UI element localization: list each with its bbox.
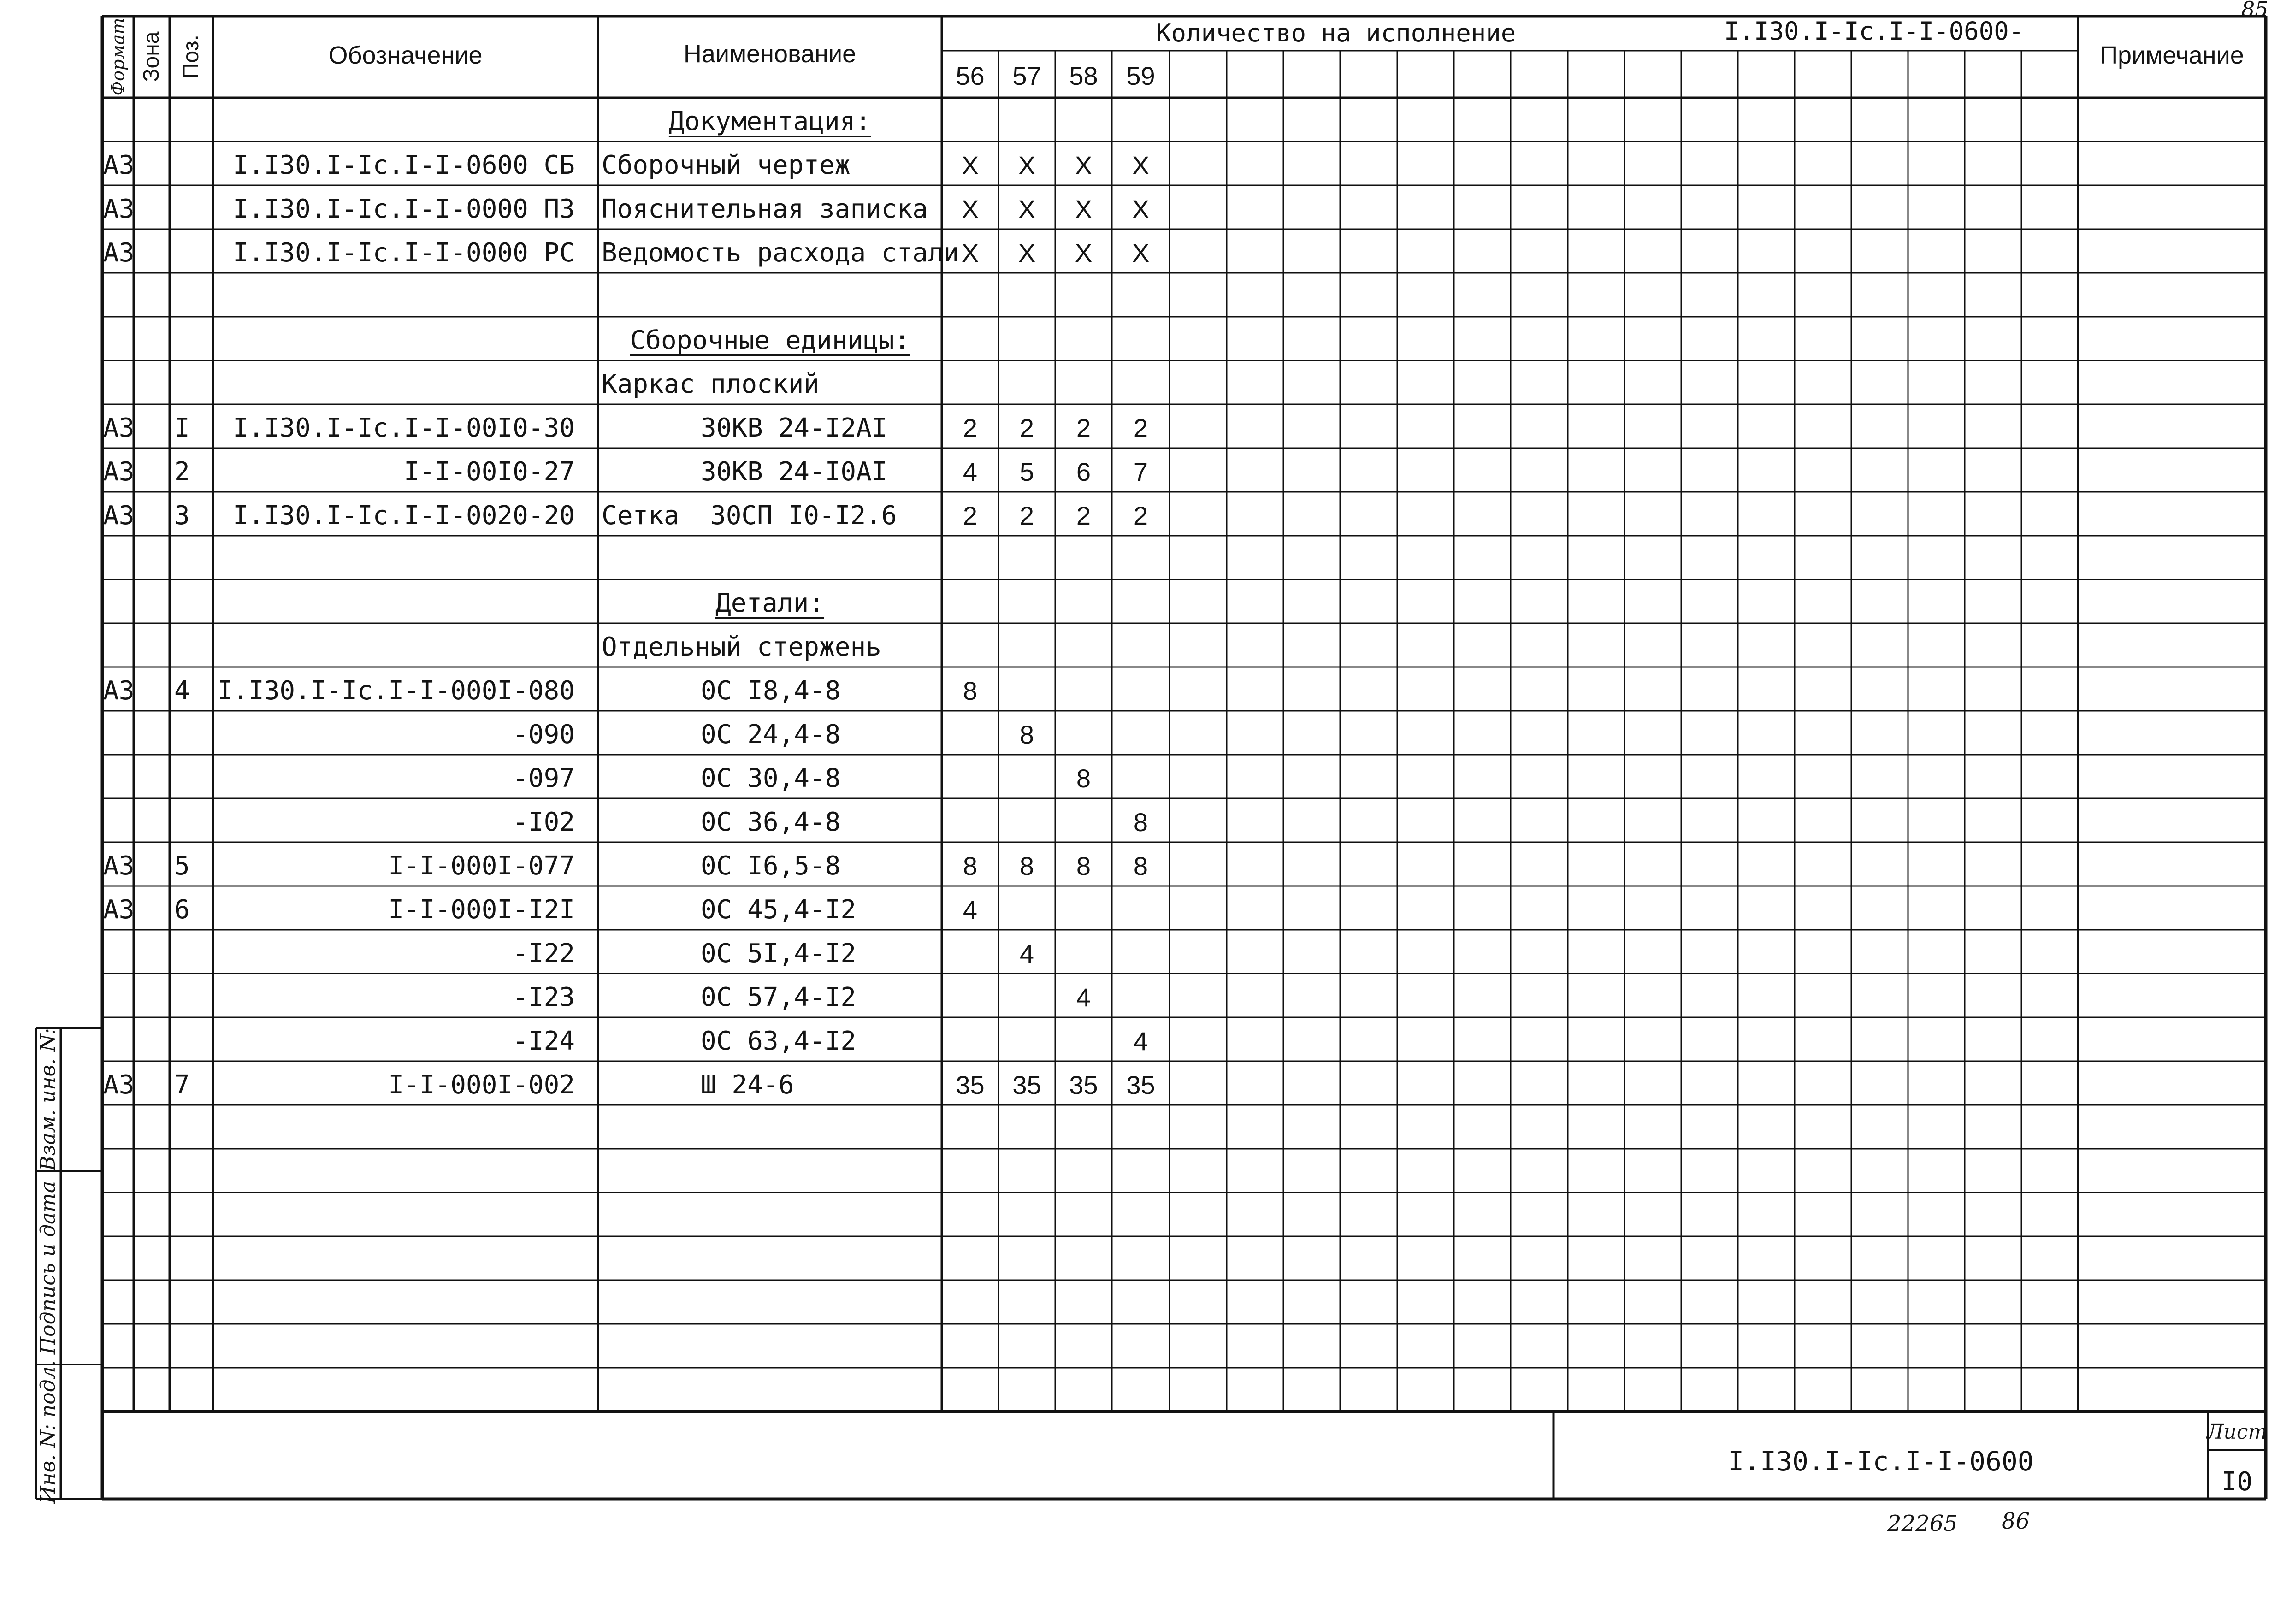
execution-column-57: 57 (1012, 61, 1041, 90)
row-quantity-56: 8 (963, 851, 978, 880)
note-header: Примечание (2100, 41, 2244, 69)
row-designation: -I22 (513, 938, 575, 968)
row-quantity-59: X (1132, 194, 1150, 224)
row-designation: I.I30.I-Ic.I-I-0600 СБ (233, 150, 575, 180)
row-quantity-57: 4 (1019, 939, 1034, 968)
row-quantity-57: X (1018, 238, 1036, 267)
row-quantity-57: 8 (1019, 720, 1034, 749)
pos-header: Поз. (179, 35, 203, 79)
row-quantity-57: X (1018, 194, 1036, 224)
row-quantity-58: X (1075, 150, 1093, 180)
row-quantity-56: 8 (963, 676, 978, 705)
row-name: 30КВ 24-I2AI (701, 413, 887, 443)
row-designation: I.I30.I-Ic.I-I-0020-20 (233, 500, 575, 531)
row-quantity-59: 4 (1133, 1026, 1148, 1056)
row-designation: I-I-000I-002 (388, 1069, 575, 1100)
row-designation: I-I-000I-077 (388, 850, 575, 881)
row-designation: I.I30.I-Ic.I-I-0000 ПЗ (233, 194, 575, 224)
row-quantity-59: 8 (1133, 807, 1148, 837)
row-quantity-58: 2 (1076, 413, 1091, 443)
row-quantity-58: 8 (1076, 763, 1091, 793)
row-quantity-58: 35 (1069, 1070, 1098, 1099)
row-format: A3 (103, 194, 135, 224)
section-heading: Документация: (668, 106, 871, 136)
page-mark-top: 85 (2241, 0, 2268, 22)
row-designation: I-I-00I0-27 (404, 456, 575, 487)
page-mark-bottom: 86 (2002, 1508, 2030, 1534)
row-quantity-57: 5 (1019, 457, 1034, 486)
row-quantity-56: 4 (963, 895, 978, 924)
designation-header: Обозначение (328, 41, 483, 69)
row-quantity-56: 35 (956, 1070, 985, 1099)
row-quantity-56: X (961, 150, 979, 180)
row-position: 6 (174, 894, 190, 925)
row-format: A3 (103, 237, 135, 268)
row-format: A3 (103, 500, 135, 531)
row-name: 0С I6,5-8 (701, 850, 841, 881)
row-quantity-58: 6 (1076, 457, 1091, 486)
row-designation: I.I30.I-Ic.I-I-000I-080 (217, 675, 575, 706)
row-name: 0С 30,4-8 (701, 763, 841, 793)
side-stamp-replace-inv: Взам. инв. N: (36, 1028, 60, 1171)
row-format: A3 (103, 150, 135, 180)
row-name: 0С 45,4-I2 (701, 894, 857, 925)
row-designation: I.I30.I-Ic.I-I-00I0-30 (233, 413, 575, 443)
row-quantity-57: X (1018, 150, 1036, 180)
row-designation: -I24 (513, 1026, 575, 1056)
row-quantity-56: 4 (963, 457, 978, 486)
execution-code: I.I30.I-Ic.I-I-0600- (1724, 17, 2024, 46)
row-quantity-59: X (1132, 238, 1150, 267)
row-quantity-58: 4 (1076, 982, 1091, 1012)
row-quantity-57: 2 (1019, 413, 1034, 443)
row-quantity-56: X (961, 194, 979, 224)
row-position: I (174, 413, 190, 443)
row-name: 0С 63,4-I2 (701, 1026, 857, 1056)
section-heading: Детали: (715, 588, 825, 618)
format-header: Формат (108, 18, 128, 96)
row-format: A3 (103, 1069, 135, 1100)
row-quantity-56: X (961, 238, 979, 267)
row-name: 0С 24,4-8 (701, 719, 841, 750)
row-designation: I-I-000I-I2I (388, 894, 575, 925)
row-designation: -I23 (513, 982, 575, 1012)
row-designation: -I02 (513, 807, 575, 837)
name-header: Наименование (683, 40, 857, 68)
row-name: Сетка 30СП I0-I2.6 (602, 500, 897, 531)
row-designation: -090 (513, 719, 575, 750)
archive-number: 22265 (1887, 1511, 1958, 1536)
row-designation: I.I30.I-Ic.I-I-0000 PC (233, 237, 575, 268)
execution-column-59: 59 (1126, 61, 1155, 90)
row-position: 3 (174, 500, 190, 531)
row-position: 4 (174, 675, 190, 706)
row-quantity-59: X (1132, 150, 1150, 180)
row-name: 0С 57,4-I2 (701, 982, 857, 1012)
row-format: A3 (103, 850, 135, 881)
row-name: 0С 5I,4-I2 (701, 938, 857, 968)
execution-column-58: 58 (1069, 61, 1098, 90)
section-heading: Сборочные единицы: (630, 325, 910, 355)
row-quantity-58: X (1075, 194, 1093, 224)
row-quantity-57: 35 (1012, 1070, 1041, 1099)
row-name: 30КВ 24-I0AI (701, 456, 887, 487)
zone-header: Зона (139, 31, 164, 82)
side-stamp-sign-date: Подпись и дата (36, 1181, 60, 1355)
row-quantity-58: 2 (1076, 501, 1091, 530)
row-quantity-59: 2 (1133, 501, 1148, 530)
row-position: 2 (174, 456, 190, 487)
row-quantity-59: 7 (1133, 457, 1148, 486)
row-quantity-59: 35 (1126, 1070, 1155, 1099)
quantity-header-title: Количество на исполнение (1156, 18, 1516, 47)
row-format: A3 (103, 675, 135, 706)
sheet-number: I0 (2221, 1467, 2253, 1497)
row-name: Сборочный чертеж (602, 150, 851, 180)
row-name: 0С I8,4-8 (701, 675, 841, 706)
sheet-label: Лист (2206, 1420, 2268, 1444)
row-quantity-56: 2 (963, 501, 978, 530)
row-name: Отдельный стержень (602, 632, 881, 662)
row-quantity-56: 2 (963, 413, 978, 443)
document-code: I.I30.I-Ic.I-I-0600 (1728, 1446, 2034, 1477)
row-quantity-59: 2 (1133, 413, 1148, 443)
row-format: A3 (103, 413, 135, 443)
side-stamp-inv-orig: Инв. N: подл. (36, 1360, 60, 1504)
row-name: Каркас плоский (602, 369, 820, 399)
row-position: 7 (174, 1069, 190, 1100)
row-designation: -097 (513, 763, 575, 793)
row-quantity-58: 8 (1076, 851, 1091, 880)
row-name: Пояснительная записка (602, 194, 928, 224)
row-quantity-57: 8 (1019, 851, 1034, 880)
row-format: A3 (103, 894, 135, 925)
row-name: Ведомость расхода стали (602, 237, 959, 268)
row-name: Ш 24-6 (701, 1069, 794, 1100)
execution-column-56: 56 (956, 61, 985, 90)
row-format: A3 (103, 456, 135, 487)
row-quantity-58: X (1075, 238, 1093, 267)
row-position: 5 (174, 850, 190, 881)
row-name: 0С 36,4-8 (701, 807, 841, 837)
row-quantity-57: 2 (1019, 501, 1034, 530)
row-quantity-59: 8 (1133, 851, 1148, 880)
